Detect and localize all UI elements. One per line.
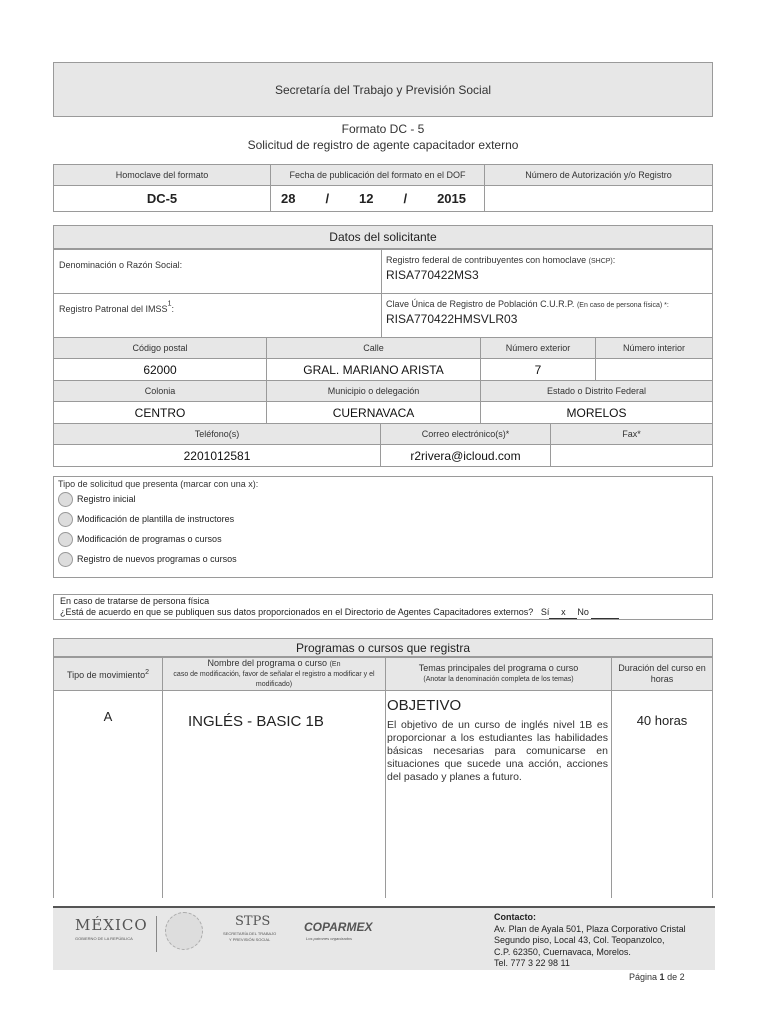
temas-note: (Anotar la denominación completa de los temas) — [423, 676, 574, 683]
estado-label: Estado o Distrito Federal — [481, 381, 713, 402]
autorizacion-value[interactable] — [485, 186, 713, 212]
solicitante-table-top — [53, 249, 713, 338]
cp-value: 62000 — [54, 359, 267, 381]
contacto-line2: Segundo piso, Local 43, Col. Teopanzolco, — [494, 935, 665, 945]
estado-value: MORELOS — [481, 402, 713, 424]
agency-header — [53, 62, 713, 117]
option-label: Modificación de plantilla de instructores — [77, 514, 235, 524]
option-label: Registro inicial — [77, 494, 136, 504]
calle-label: Calle — [267, 338, 481, 359]
page-total: 2 — [679, 972, 685, 982]
radio-icon[interactable] — [58, 552, 73, 567]
calle-value: GRAL. MARIANO ARISTA — [267, 359, 481, 381]
programas-table — [53, 657, 713, 898]
persona-fisica-line1: En caso de tratarse de persona física — [60, 596, 210, 606]
location-table — [53, 380, 713, 424]
stps-logo: STPS — [235, 914, 271, 929]
temas-cell — [386, 691, 612, 898]
nombre-programa-note-b: caso de modificación, favor de señalar el registro a modificar y el modificado) — [173, 671, 375, 688]
homoclave-label: Homoclave del formato — [54, 165, 271, 186]
curp-cell[interactable] — [382, 294, 713, 338]
option-label: Registro de nuevos programas o cursos — [77, 554, 237, 564]
si-label: Sí — [540, 607, 550, 617]
homoclave-value: DC-5 — [54, 186, 271, 212]
imss-footnote: 1 — [167, 300, 172, 308]
telefono-label: Teléfono(s) — [54, 424, 381, 445]
stps-logo-sub1: SECRETARÍA DEL TRABAJO — [223, 931, 277, 936]
imss-label: Registro Patronal del IMSS — [59, 304, 168, 314]
coparmex-logo-sub: Los patrones organizados — [306, 936, 353, 941]
fax-value[interactable] — [551, 445, 713, 467]
fecha-month: 12 — [359, 191, 374, 206]
cp-label: Código postal — [54, 338, 267, 359]
municipio-value: CUERNAVACA — [267, 402, 481, 424]
temas-header — [386, 658, 612, 691]
address-table — [53, 337, 713, 381]
fax-label: Fax* — [551, 424, 713, 445]
telefono-value: 2201012581 — [54, 445, 381, 467]
autorizacion-label: Número de Autorización y/o Registro — [485, 165, 713, 186]
tipo-movimiento-footnote: 2 — [145, 668, 150, 676]
logo-divider — [156, 916, 157, 952]
contacto-title: Contacto: — [494, 912, 536, 922]
stps-logo-sub2: Y PREVISIÓN SOCIAL — [229, 937, 271, 942]
page-number — [629, 972, 685, 982]
option-registro-nuevos[interactable] — [58, 549, 708, 569]
contacto-line4: Tel. 777 3 22 98 11 — [494, 958, 570, 968]
curp-value: RISA770422HMSVLR03 — [386, 312, 518, 326]
fecha-value — [271, 186, 485, 212]
contacto-block — [494, 912, 686, 970]
rfc-value: RISA770422MS3 — [386, 268, 479, 282]
temas-text: El objetivo de un curso de inglés nivel 1B es proporcionar a los estudiantes las habilidades básicas necesarias para comunicarse en situaciones que sucede una acción, acciones del pasado y planes a futuro. — [387, 719, 608, 783]
correo-value: r2rivera@icloud.com — [381, 445, 551, 467]
page-mid: de — [667, 972, 678, 982]
colonia-label: Colonia — [54, 381, 267, 402]
num-ext-label: Número exterior — [481, 338, 596, 359]
page-prefix: Página — [629, 972, 658, 982]
fecha-day: 28 — [281, 191, 296, 206]
curp-label-small: (En caso de persona física) *: — [576, 302, 669, 309]
tipo-movimiento-header — [54, 658, 163, 691]
coparmex-logo: COPARMEX — [304, 920, 373, 934]
format-meta-table — [53, 164, 713, 212]
programas-section-title: Programas o cursos que registra — [53, 638, 713, 657]
nombre-programa-header — [163, 658, 386, 691]
tipo-movimiento-label: Tipo de movimiento — [66, 669, 146, 680]
option-registro-inicial[interactable] — [58, 489, 708, 509]
form-subtitle: Solicitud de registro de agente capacitador externo — [247, 138, 519, 152]
num-int-label: Número interior — [596, 338, 713, 359]
option-modificacion-programas[interactable] — [58, 529, 708, 549]
option-label: Modificación de programas o cursos — [77, 534, 222, 544]
tipo-solicitud-box — [53, 476, 713, 578]
mexico-logo: MÉXICO — [75, 916, 148, 934]
duracion-value: 40 horas — [612, 691, 713, 898]
no-field[interactable] — [591, 607, 619, 619]
contacto-line1: Av. Plan de Ayala 501, Plaza Corporativo Cristal — [494, 923, 686, 934]
municipio-label: Municipio o delegación — [267, 381, 481, 402]
correo-label: Correo electrónico(s)* — [381, 424, 551, 445]
seal-icon — [165, 912, 203, 950]
no-label: No — [577, 607, 589, 617]
persona-fisica-box — [53, 594, 713, 620]
temas-title: OBJETIVO — [387, 697, 462, 714]
nombre-programa-note-a: (En — [329, 661, 341, 668]
fecha-label: Fecha de publicación del formato en el DOF — [271, 165, 485, 186]
fecha-sep-1: / — [325, 191, 330, 206]
rfc-label-small: (SHCP) — [588, 258, 613, 265]
nombre-programa-label: Nombre del programa o curso — [207, 658, 328, 668]
colonia-value: CENTRO — [54, 402, 267, 424]
rfc-cell[interactable]: Registro federal de contribuyentes con homoclave (SHCP): RISA770422MS3 — [382, 250, 713, 294]
rfc-label: Registro federal de contribuyentes con homoclave — [386, 255, 587, 265]
fecha-year: 2015 — [437, 191, 466, 206]
radio-icon[interactable] — [58, 532, 73, 547]
persona-fisica-question: ¿Está de acuerdo en que se publiquen sus datos proporcionados en el Directorio de Agentes Capacitadores externos? — [60, 607, 534, 617]
duracion-header: Duración del curso en horas — [612, 658, 713, 691]
contact-table — [53, 423, 713, 467]
num-int-value[interactable] — [596, 359, 713, 381]
agency-name: Secretaría del Trabajo y Previsión Social — [274, 82, 492, 97]
page-current: 1 — [659, 972, 665, 982]
nombre-programa-value: INGLÉS - BASIC 1B — [163, 691, 386, 898]
radio-icon[interactable] — [58, 512, 73, 527]
num-ext-value: 7 — [481, 359, 596, 381]
formato-title: Formato DC - 5 — [341, 122, 425, 136]
fecha-sep-2: / — [403, 191, 408, 206]
si-field[interactable]: x — [549, 607, 577, 619]
tipo-solicitud-title: Tipo de solicitud que presenta (marcar con una x): — [58, 479, 259, 489]
razon-social-label: Denominación o Razón Social: — [59, 260, 183, 270]
imss-cell[interactable]: Registro Patronal del IMSS$^1$: — [54, 294, 382, 338]
option-modificacion-plantilla[interactable] — [58, 509, 708, 529]
radio-icon[interactable] — [58, 492, 73, 507]
curp-label: Clave Única de Registro de Población C.U.R.P. — [386, 299, 575, 309]
temas-label: Temas principales del programa o curso — [418, 663, 579, 673]
razon-social-cell[interactable] — [54, 250, 382, 294]
tipo-movimiento-value: A — [54, 691, 163, 898]
mexico-logo-sub: GOBIERNO DE LA REPÚBLICA — [75, 936, 133, 941]
contacto-line3: C.P. 62350, Cuernavaca, Morelos. — [494, 946, 631, 957]
solicitante-section-title: Datos del solicitante — [53, 225, 713, 249]
footer — [53, 906, 715, 970]
